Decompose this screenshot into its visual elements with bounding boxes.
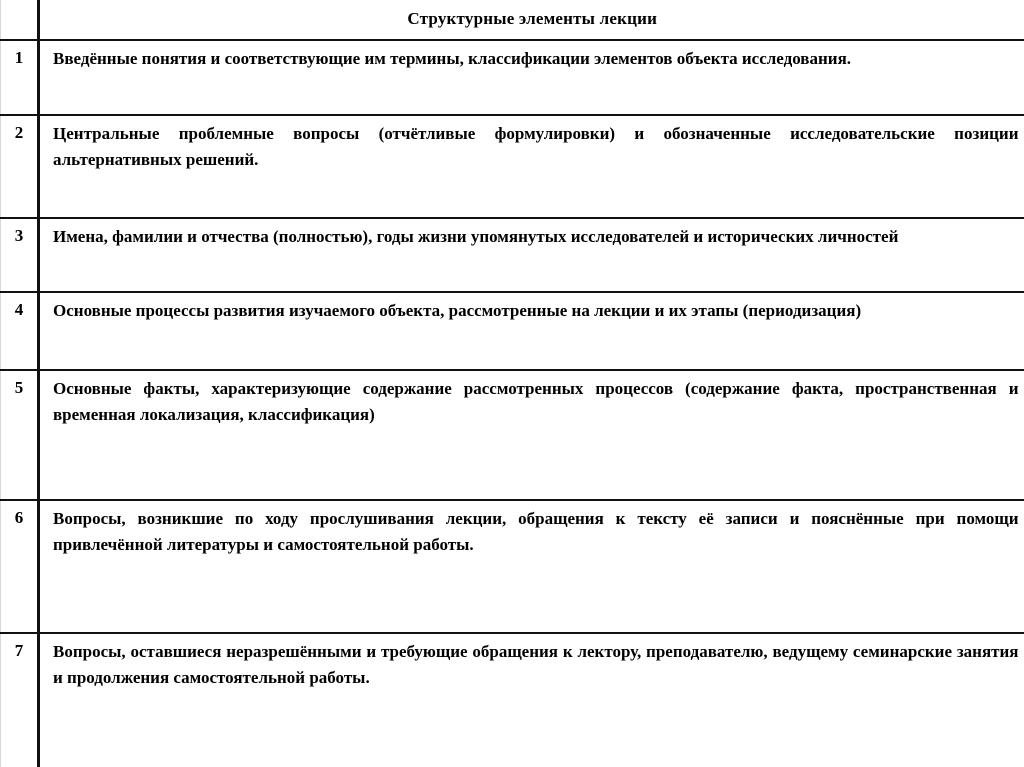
header-number-cell: [1, 0, 39, 40]
row-text: Основные процессы развития изучаемого объекта, рассмотренные на лекции и их этапы (периодизация): [39, 292, 1024, 370]
table-row: [1, 218, 1024, 292]
table-row: [1, 500, 1024, 633]
row-number: 2: [1, 115, 39, 218]
row-text: Имена, фамилии и отчества (полностью), годы жизни упомянутых исследователей и исторических личностей: [39, 218, 1024, 292]
row-number: 7: [1, 633, 39, 767]
row-number: 6: [1, 500, 39, 633]
table-row: [1, 40, 1024, 115]
table-header-row: [1, 0, 1024, 40]
table-row: [1, 370, 1024, 500]
row-number: 5: [1, 370, 39, 500]
row-number: 1: [1, 40, 39, 115]
table-row: [1, 115, 1024, 218]
table-row: [1, 633, 1024, 767]
table-row: [1, 292, 1024, 370]
row-text: Вопросы, возникшие по ходу прослушивания лекции, обращения к тексту её записи и пояснённые при помощи привлечённой литературы и самостоятельной работы.: [39, 500, 1024, 633]
row-text: Вопросы, оставшиеся неразрешёнными и требующие обращения к лектору, преподавателю, ведущему семинарские занятия и продолжения самостоятельной работы.: [53, 642, 1019, 687]
table-body: [1, 0, 1024, 767]
row-text: Основные факты, характеризующие содержание рассмотренных процессов (содержание факта, пространственная и временная локализация, классификация): [39, 370, 1024, 500]
row-number: 4: [1, 292, 39, 370]
row-number: 3: [1, 218, 39, 292]
row-text: Введённые понятия и соответствующие им термины, классификации элементов объекта исследования.: [39, 40, 1024, 115]
table-title: Структурные элементы лекции: [39, 0, 1024, 40]
row-text: Центральные проблемные вопросы (отчётливые формулировки) и обозначенные исследовательские позиции альтернативных решений.: [39, 115, 1024, 218]
